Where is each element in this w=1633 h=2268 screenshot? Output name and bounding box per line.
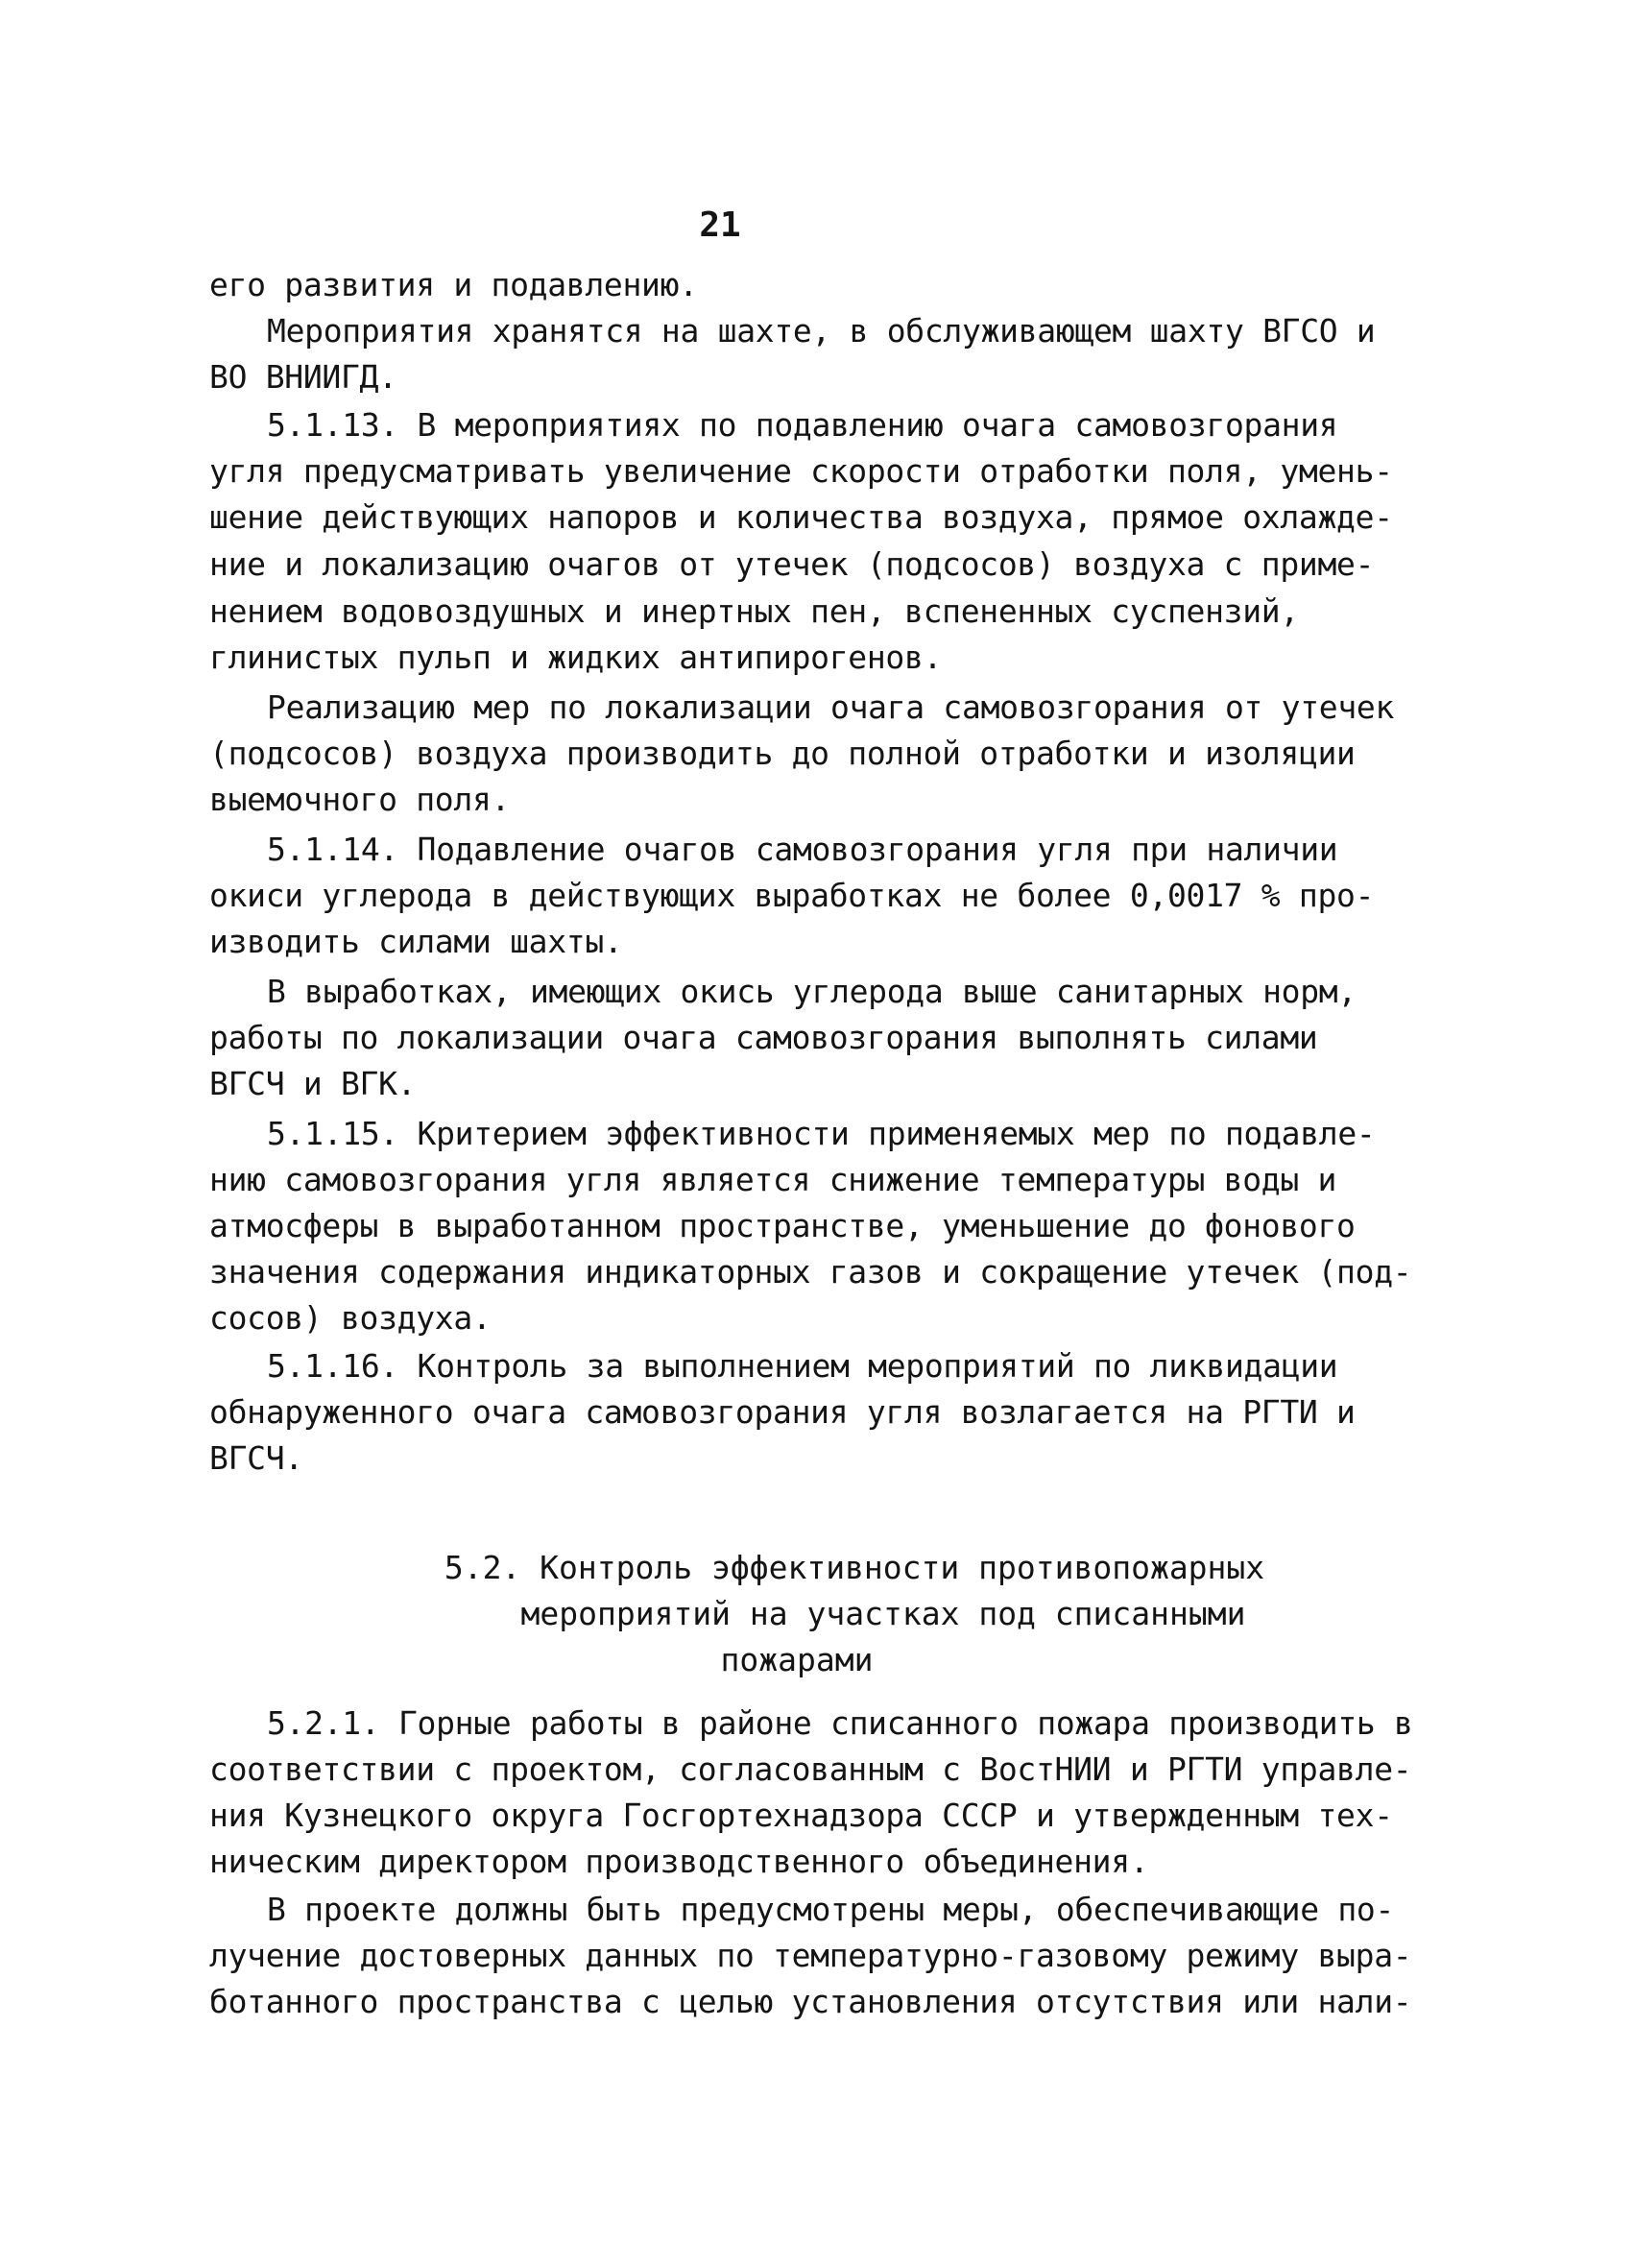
text-line: обнаруженного очага самовозгорания угля возлагается на РГТИ и [209, 1393, 1356, 1431]
text-line: 5.1.14. Подавление очагов самовозгорания угля при наличии [267, 831, 1338, 868]
text-line: атмосферы в выработанном пространстве, уменьшение до фонового [209, 1207, 1356, 1244]
page-number: 21 [699, 205, 741, 245]
text-line: глинистых пульп и жидких антипирогенов. [209, 639, 943, 676]
section-heading: 5.2. Контроль эффективности противопожарных [444, 1549, 1265, 1586]
text-line: шение действующих напоров и количества воздуха, прямое охлажде- [209, 498, 1393, 536]
text-line: значения содержания индикаторных газов и сокращение утечек (под- [209, 1253, 1412, 1291]
text-line: ВГСЧ. [209, 1439, 303, 1477]
text-line: ническим директором производственного объединения. [209, 1843, 1149, 1880]
text-line: ВГСЧ и ВГК. [209, 1065, 417, 1102]
text-line: ния Кузнецкого округа Госгортехнадзора СССР и утвержденным тех- [209, 1797, 1393, 1834]
text-line: ВО ВНИИГД. [209, 358, 397, 396]
text-line: 5.2.1. Горные работы в районе списанного пожара производить в [267, 1704, 1413, 1742]
text-line: нию самовозгорания угля является снижение температуры воды и [209, 1161, 1337, 1198]
text-line: нением водовоздушных и инертных пен, вспененных суспензий, [209, 592, 1299, 630]
text-line: ние и локализацию очагов от утечек (подсосов) воздуха с приме- [209, 545, 1375, 583]
text-line: Мероприятия хранятся на шахте, в обслуживающем шахту ВГСО и [267, 312, 1376, 350]
text-line: В проекте должны быть предусмотрены меры, обеспечивающие по- [267, 1891, 1395, 1928]
text-line: угля предусматривать увеличение скорости отработки поля, умень- [209, 452, 1393, 490]
text-line: соответствии с проектом, согласованным с ВостНИИ и РГТИ управле- [209, 1750, 1412, 1788]
text-line: его развития и подавлению. [209, 266, 698, 303]
text-line: ботанного пространства с целью установления отсутствия или нали- [209, 1983, 1412, 2020]
text-line: выемочного поля. [209, 781, 511, 818]
text-line: (подсосов) воздуха производить до полной отработки и изоляции [209, 735, 1356, 772]
text-line: сосов) воздуха. [209, 1299, 492, 1337]
section-heading: пожарами [720, 1641, 874, 1678]
text-line: Реализацию мер по локализации очага самовозгорания от утечек [267, 688, 1395, 726]
text-line: 5.1.13. В мероприятиях по подавлению очага самовозгорания [267, 406, 1338, 444]
text-line: изводить силами шахты. [209, 923, 623, 960]
text-line: работы по локализации очага самовозгорания выполнять силами [209, 1019, 1318, 1056]
text-line: лучение достоверных данных по температурно-газовому режиму выра- [209, 1937, 1412, 1974]
text-line: окиси углерода в действующих выработках не более 0,0017 % про- [209, 877, 1375, 914]
text-line: 5.1.16. Контроль за выполнением мероприятий по ликвидации [267, 1347, 1338, 1385]
text-line: 5.1.15. Критерием эффективности применяемых мер по подавле- [267, 1115, 1376, 1152]
text-line: В выработках, имеющих окись углерода выше санитарных норм, [267, 973, 1357, 1010]
section-heading: мероприятий на участках под списанными [520, 1595, 1246, 1632]
